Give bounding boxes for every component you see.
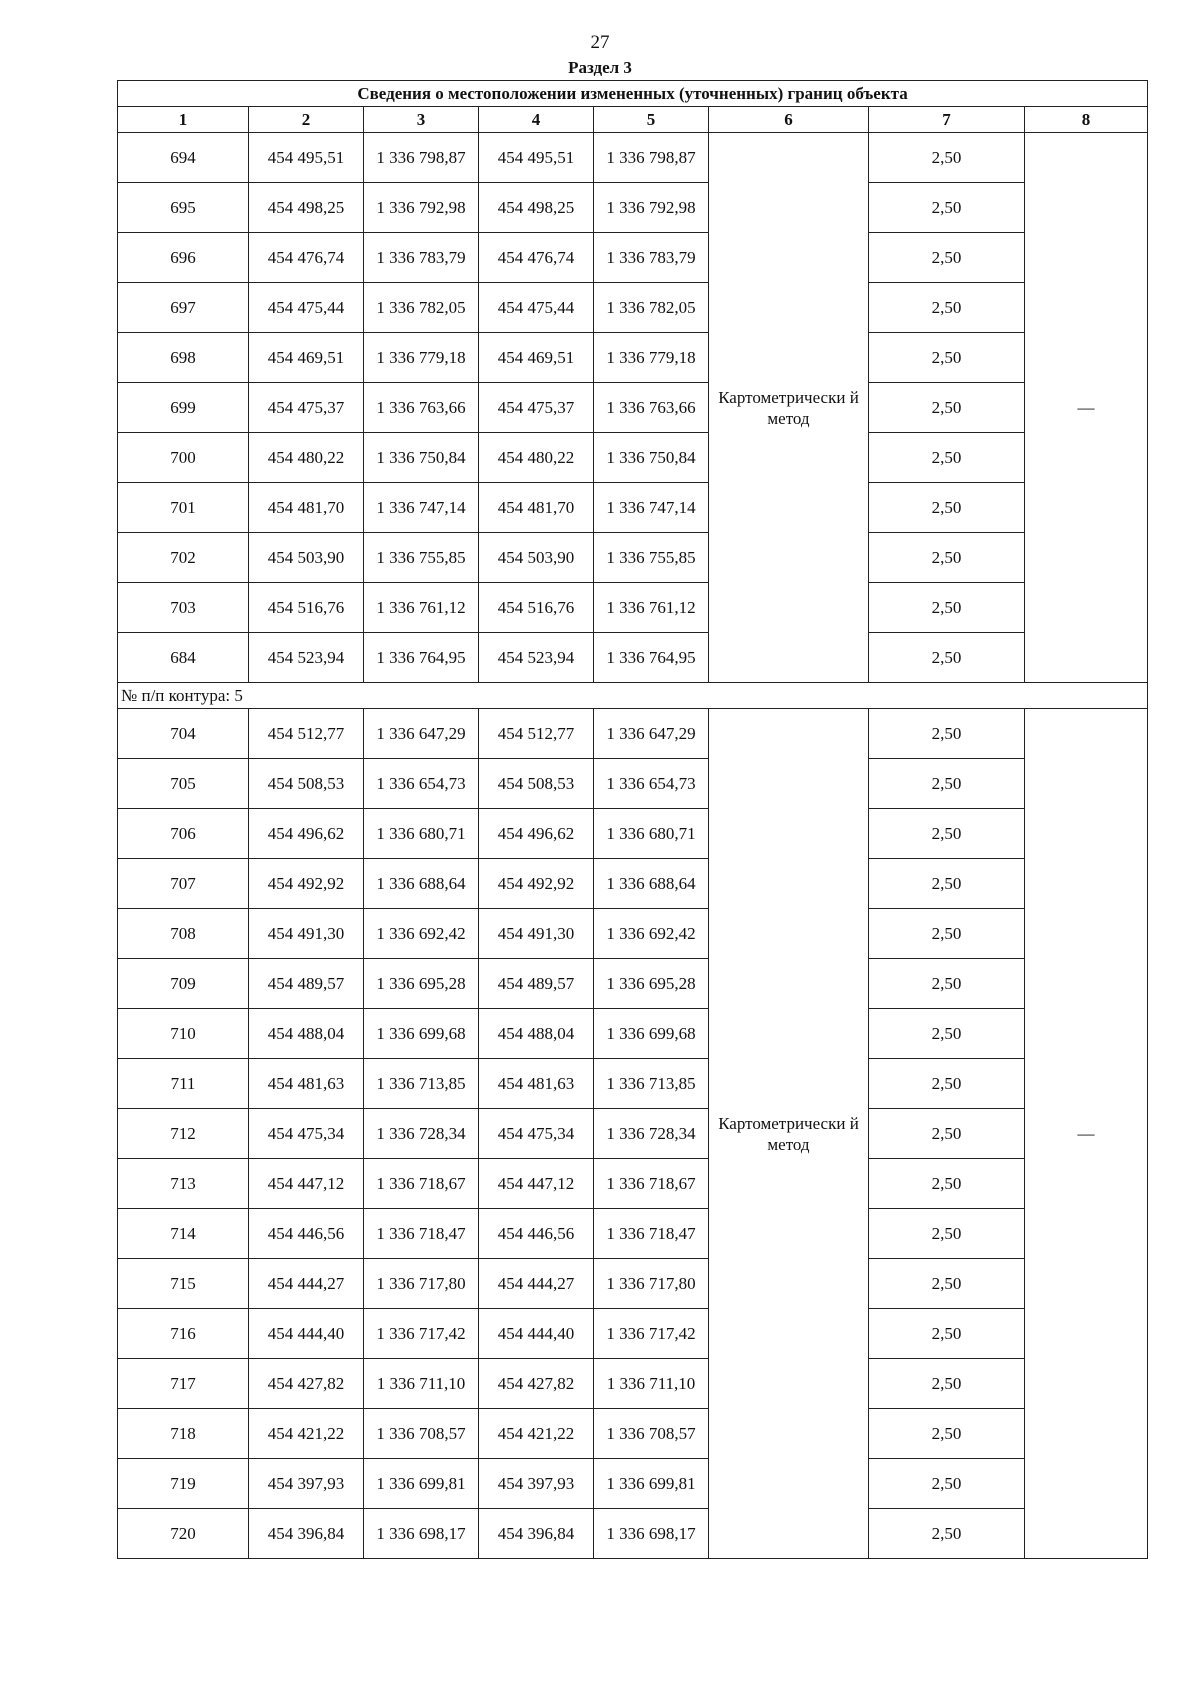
existing-y: 1 336 798,87 — [364, 133, 479, 183]
new-y: 1 336 750,84 — [594, 433, 709, 483]
new-y: 1 336 692,42 — [594, 909, 709, 959]
new-x: 454 447,12 — [479, 1159, 594, 1209]
existing-x: 454 476,74 — [249, 233, 364, 283]
existing-y: 1 336 782,05 — [364, 283, 479, 333]
accuracy-value: 2,50 — [869, 759, 1025, 809]
new-y: 1 336 755,85 — [594, 533, 709, 583]
new-x: 454 475,34 — [479, 1109, 594, 1159]
existing-y: 1 336 783,79 — [364, 233, 479, 283]
new-y: 1 336 798,87 — [594, 133, 709, 183]
page-number: 27 — [590, 32, 610, 53]
new-y: 1 336 792,98 — [594, 183, 709, 233]
point-number: 701 — [118, 483, 249, 533]
accuracy-value: 2,50 — [869, 909, 1025, 959]
accuracy-value: 2,50 — [869, 483, 1025, 533]
existing-y: 1 336 717,42 — [364, 1309, 479, 1359]
point-number: 717 — [118, 1359, 249, 1409]
boundary-coordinates-table — [117, 80, 1148, 1559]
table-row — [118, 1409, 1148, 1459]
method-cell: Картометрически й метод — [709, 133, 869, 683]
existing-x: 454 421,22 — [249, 1409, 364, 1459]
new-x: 454 475,37 — [479, 383, 594, 433]
point-number: 697 — [118, 283, 249, 333]
column-number: 7 — [869, 107, 1025, 133]
existing-y: 1 336 699,68 — [364, 1009, 479, 1059]
new-x: 454 489,57 — [479, 959, 594, 1009]
table-row — [118, 909, 1148, 959]
existing-x: 454 481,63 — [249, 1059, 364, 1109]
existing-x: 454 444,27 — [249, 1259, 364, 1309]
point-number: 704 — [118, 709, 249, 759]
existing-x: 454 481,70 — [249, 483, 364, 533]
new-y: 1 336 783,79 — [594, 233, 709, 283]
existing-x: 454 427,82 — [249, 1359, 364, 1409]
existing-x: 454 489,57 — [249, 959, 364, 1009]
new-y: 1 336 717,80 — [594, 1259, 709, 1309]
accuracy-value: 2,50 — [869, 809, 1025, 859]
existing-x: 454 508,53 — [249, 759, 364, 809]
point-number: 720 — [118, 1509, 249, 1559]
accuracy-value: 2,50 — [869, 1159, 1025, 1209]
point-number: 702 — [118, 533, 249, 583]
existing-y: 1 336 764,95 — [364, 633, 479, 683]
new-y: 1 336 761,12 — [594, 583, 709, 633]
existing-y: 1 336 647,29 — [364, 709, 479, 759]
new-y: 1 336 764,95 — [594, 633, 709, 683]
existing-y: 1 336 708,57 — [364, 1409, 479, 1459]
point-number: 710 — [118, 1009, 249, 1059]
accuracy-value: 2,50 — [869, 859, 1025, 909]
point-number: 719 — [118, 1459, 249, 1509]
accuracy-value: 2,50 — [869, 1509, 1025, 1559]
new-x: 454 421,22 — [479, 1409, 594, 1459]
contour-label: № п/п контура: 5 — [118, 683, 1148, 709]
existing-x: 454 447,12 — [249, 1159, 364, 1209]
table-row — [118, 133, 1148, 183]
existing-x: 454 444,40 — [249, 1309, 364, 1359]
accuracy-value: 2,50 — [869, 709, 1025, 759]
new-y: 1 336 718,67 — [594, 1159, 709, 1209]
existing-y: 1 336 680,71 — [364, 809, 479, 859]
new-x: 454 503,90 — [479, 533, 594, 583]
new-y: 1 336 782,05 — [594, 283, 709, 333]
existing-y: 1 336 711,10 — [364, 1359, 479, 1409]
column-number: 1 — [118, 107, 249, 133]
new-y: 1 336 654,73 — [594, 759, 709, 809]
point-number: 700 — [118, 433, 249, 483]
column-number-row — [118, 107, 1148, 133]
existing-y: 1 336 728,34 — [364, 1109, 479, 1159]
accuracy-value: 2,50 — [869, 1009, 1025, 1059]
table-row — [118, 633, 1148, 683]
existing-y: 1 336 688,64 — [364, 859, 479, 909]
point-number: 712 — [118, 1109, 249, 1159]
new-y: 1 336 680,71 — [594, 809, 709, 859]
point-number: 699 — [118, 383, 249, 433]
existing-x: 454 491,30 — [249, 909, 364, 959]
existing-y: 1 336 654,73 — [364, 759, 479, 809]
existing-x: 454 475,37 — [249, 383, 364, 433]
column-number: 5 — [594, 107, 709, 133]
existing-y: 1 336 713,85 — [364, 1059, 479, 1109]
point-number: 713 — [118, 1159, 249, 1209]
new-x: 454 496,62 — [479, 809, 594, 859]
existing-x: 454 488,04 — [249, 1009, 364, 1059]
new-x: 454 498,25 — [479, 183, 594, 233]
table-row — [118, 233, 1148, 283]
new-x: 454 488,04 — [479, 1009, 594, 1059]
table-row — [118, 183, 1148, 233]
existing-y: 1 336 755,85 — [364, 533, 479, 583]
method-cell: Картометрически й метод — [709, 709, 869, 1559]
point-number: 718 — [118, 1409, 249, 1459]
table-row — [118, 809, 1148, 859]
existing-y: 1 336 750,84 — [364, 433, 479, 483]
table-row — [118, 1259, 1148, 1309]
point-number: 715 — [118, 1259, 249, 1309]
table-row — [118, 1109, 1148, 1159]
existing-x: 454 475,44 — [249, 283, 364, 333]
column-number: 3 — [364, 107, 479, 133]
accuracy-value: 2,50 — [869, 283, 1025, 333]
accuracy-value: 2,50 — [869, 1059, 1025, 1109]
accuracy-value: 2,50 — [869, 333, 1025, 383]
accuracy-value: 2,50 — [869, 1309, 1025, 1359]
point-number: 696 — [118, 233, 249, 283]
new-y: 1 336 711,10 — [594, 1359, 709, 1409]
table-row — [118, 1159, 1148, 1209]
table-row — [118, 483, 1148, 533]
point-number: 714 — [118, 1209, 249, 1259]
existing-x: 454 512,77 — [249, 709, 364, 759]
point-number: 711 — [118, 1059, 249, 1109]
table-row — [118, 859, 1148, 909]
table-row — [118, 533, 1148, 583]
existing-y: 1 336 699,81 — [364, 1459, 479, 1509]
table-row — [118, 1009, 1148, 1059]
point-number: 703 — [118, 583, 249, 633]
existing-x: 454 396,84 — [249, 1509, 364, 1559]
new-x: 454 476,74 — [479, 233, 594, 283]
new-y: 1 336 763,66 — [594, 383, 709, 433]
new-x: 454 444,40 — [479, 1309, 594, 1359]
section-title: Раздел 3 — [568, 58, 632, 77]
table-row — [118, 1509, 1148, 1559]
existing-x: 454 492,92 — [249, 859, 364, 909]
existing-x: 454 498,25 — [249, 183, 364, 233]
accuracy-value: 2,50 — [869, 1359, 1025, 1409]
new-y: 1 336 728,34 — [594, 1109, 709, 1159]
accuracy-value: 2,50 — [869, 433, 1025, 483]
existing-x: 454 480,22 — [249, 433, 364, 483]
table-row — [118, 759, 1148, 809]
existing-y: 1 336 763,66 — [364, 383, 479, 433]
existing-y: 1 336 698,17 — [364, 1509, 479, 1559]
existing-x: 454 469,51 — [249, 333, 364, 383]
existing-y: 1 336 695,28 — [364, 959, 479, 1009]
new-x: 454 444,27 — [479, 1259, 594, 1309]
new-x: 454 516,76 — [479, 583, 594, 633]
existing-y: 1 336 747,14 — [364, 483, 479, 533]
table-row — [118, 583, 1148, 633]
table-row — [118, 1059, 1148, 1109]
existing-y: 1 336 761,12 — [364, 583, 479, 633]
new-y: 1 336 688,64 — [594, 859, 709, 909]
point-number: 684 — [118, 633, 249, 683]
column-number: 4 — [479, 107, 594, 133]
new-y: 1 336 718,47 — [594, 1209, 709, 1259]
accuracy-value: 2,50 — [869, 183, 1025, 233]
table-row — [118, 1359, 1148, 1409]
accuracy-value: 2,50 — [869, 633, 1025, 683]
new-x: 454 523,94 — [479, 633, 594, 683]
existing-x: 454 446,56 — [249, 1209, 364, 1259]
point-number: 709 — [118, 959, 249, 1009]
existing-x: 454 495,51 — [249, 133, 364, 183]
new-x: 454 495,51 — [479, 133, 594, 183]
new-x: 454 481,70 — [479, 483, 594, 533]
new-y: 1 336 699,68 — [594, 1009, 709, 1059]
existing-y: 1 336 792,98 — [364, 183, 479, 233]
accuracy-value: 2,50 — [869, 1409, 1025, 1459]
column-number: 6 — [709, 107, 869, 133]
accuracy-value: 2,50 — [869, 133, 1025, 183]
column-number: 8 — [1025, 107, 1148, 133]
new-y: 1 336 717,42 — [594, 1309, 709, 1359]
point-number: 705 — [118, 759, 249, 809]
table-row — [118, 1209, 1148, 1259]
table-row — [118, 383, 1148, 433]
new-y: 1 336 713,85 — [594, 1059, 709, 1109]
accuracy-value: 2,50 — [869, 583, 1025, 633]
accuracy-value: 2,50 — [869, 383, 1025, 433]
new-y: 1 336 779,18 — [594, 333, 709, 383]
existing-y: 1 336 779,18 — [364, 333, 479, 383]
table-row — [118, 1309, 1148, 1359]
existing-x: 454 475,34 — [249, 1109, 364, 1159]
existing-x: 454 496,62 — [249, 809, 364, 859]
table-caption-row — [118, 81, 1148, 107]
new-y: 1 336 747,14 — [594, 483, 709, 533]
table-row — [118, 283, 1148, 333]
point-number: 707 — [118, 859, 249, 909]
table-row — [118, 1459, 1148, 1509]
accuracy-value: 2,50 — [869, 1209, 1025, 1259]
table-row — [118, 709, 1148, 759]
table-caption: Сведения о местоположении измененных (уточненных) границ объекта — [118, 81, 1148, 107]
existing-y: 1 336 717,80 — [364, 1259, 479, 1309]
accuracy-value: 2,50 — [869, 1109, 1025, 1159]
existing-y: 1 336 718,67 — [364, 1159, 479, 1209]
contour-label-row — [118, 683, 1148, 709]
new-x: 454 446,56 — [479, 1209, 594, 1259]
table-row — [118, 333, 1148, 383]
point-number: 708 — [118, 909, 249, 959]
new-x: 454 396,84 — [479, 1509, 594, 1559]
existing-y: 1 336 692,42 — [364, 909, 479, 959]
existing-x: 454 397,93 — [249, 1459, 364, 1509]
column-number: 2 — [249, 107, 364, 133]
table-row — [118, 959, 1148, 1009]
note-cell: — — [1025, 709, 1148, 1559]
new-x: 454 508,53 — [479, 759, 594, 809]
new-x: 454 481,63 — [479, 1059, 594, 1109]
new-x: 454 397,93 — [479, 1459, 594, 1509]
point-number: 716 — [118, 1309, 249, 1359]
new-y: 1 336 708,57 — [594, 1409, 709, 1459]
new-x: 454 480,22 — [479, 433, 594, 483]
new-x: 454 469,51 — [479, 333, 594, 383]
accuracy-value: 2,50 — [869, 959, 1025, 1009]
new-y: 1 336 699,81 — [594, 1459, 709, 1509]
accuracy-value: 2,50 — [869, 533, 1025, 583]
accuracy-value: 2,50 — [869, 1459, 1025, 1509]
accuracy-value: 2,50 — [869, 1259, 1025, 1309]
accuracy-value: 2,50 — [869, 233, 1025, 283]
new-y: 1 336 698,17 — [594, 1509, 709, 1559]
new-x: 454 492,92 — [479, 859, 594, 909]
new-x: 454 475,44 — [479, 283, 594, 333]
new-y: 1 336 695,28 — [594, 959, 709, 1009]
point-number: 706 — [118, 809, 249, 859]
existing-x: 454 516,76 — [249, 583, 364, 633]
new-x: 454 427,82 — [479, 1359, 594, 1409]
point-number: 694 — [118, 133, 249, 183]
existing-y: 1 336 718,47 — [364, 1209, 479, 1259]
new-x: 454 512,77 — [479, 709, 594, 759]
new-x: 454 491,30 — [479, 909, 594, 959]
existing-x: 454 503,90 — [249, 533, 364, 583]
table-row — [118, 433, 1148, 483]
point-number: 695 — [118, 183, 249, 233]
note-cell: — — [1025, 133, 1148, 683]
new-y: 1 336 647,29 — [594, 709, 709, 759]
point-number: 698 — [118, 333, 249, 383]
existing-x: 454 523,94 — [249, 633, 364, 683]
